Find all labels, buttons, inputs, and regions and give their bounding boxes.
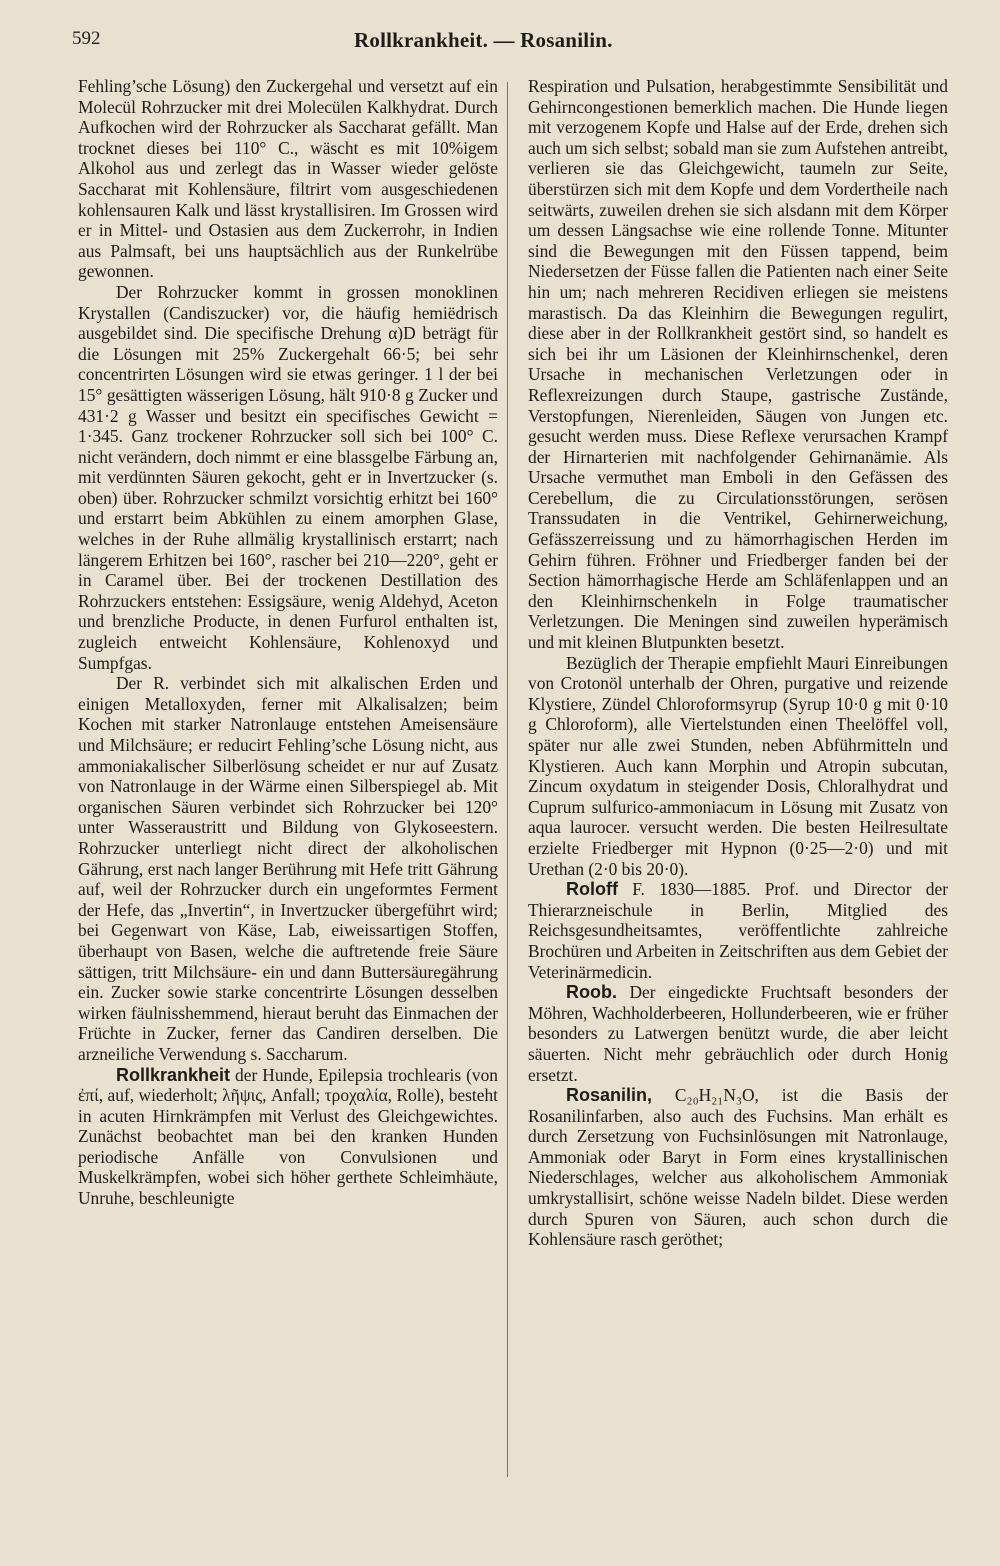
- page-header: [0, 28, 1000, 62]
- headword-rosanilin: Rosanilin,: [566, 1085, 653, 1106]
- entry-rollkrankheit: [78, 1065, 498, 1209]
- entry-rosanilin: [528, 1085, 948, 1250]
- left-paragraph-2: Der Rohrzucker kommt in grossen monoklinen Krystallen (Candiszucker) vor, die häufig hemiëdrisch ausgebildet sind. Die specifische Drehung α)D beträgt für die Lösungen mit 25% Zuckergehalt 66·5; bei sehr concentrirten Lösungen wird sie etwas geringer. 1 l der bei 15° gesättigten wässerigen Lösung, hält 910·8 g Zucker und 431·2 g Wasser und besitzt ein specifisches Gewicht = 1·345. Ganz trockener Rohrzucker soll sich bei 100° C. nicht verändern, doch nimmt er eine blassgelbe Färbung an, mit verdünnten Säuren gekocht, geht er in Invertzucker (s. oben) über. Rohrzucker schmilzt vorsichtig erhitzt bei 160° und erstarrt beim Abkühlen zu einem amorphen Glase, welches in der Ruhe allmälig krystallinisch erstarrt; nach längerem Erhitzen bei 160°, rascher bei 210—220°, geht er in Caramel über. Bei der trockenen Destillation des Rohrzuckers entstehen: Essigsäure, wenig Aldehyd, Aceton und brenzliche Producte, in denen Furfurol enthalten ist, zugleich entweicht Kohlensäure, Kohlenoxyd und Sumpfgas.: [78, 281, 498, 673]
- entry-roob: [528, 982, 948, 1085]
- entry-roob-text: Der eingedickte Fruchtsaft besonders der Möhren, Wachholderbeeren, Hollunderbeeren, wie er früher besonders zu Latwergen benützt wurde, die aber leicht säuerten. Nicht mehr gebräuchlich oder durch Honig ersetzt.: [528, 982, 948, 1085]
- headword-roloff: Roloff: [566, 879, 618, 900]
- left-paragraph-1: Fehling’sche Lösung) den Zuckergehal und versetzt auf ein Molecül Rohrzucker mit drei Molecülen Kalkhydrat. Durch Aufkochen wird der Rohrzucker als Saccharat gefällt. Man trocknet dieses bei 110° C., wäscht es mit 10%igem Alkohol aus und zerlegt das in Wasser wieder gelöste Saccharat mit Kohlensäure, filtrirt vom ausgeschiedenen kohlensauren Kalk und lässt krystallisiren. Im Grossen wird er in Mittel- und Ostasien aus dem Zuckerrohr, in Indien aus Palmsaft, bei uns hauptsächlich aus der Runkelrübe gewonnen.: [78, 76, 498, 282]
- headword-roob: Roob.: [566, 982, 617, 1003]
- column-divider: [507, 82, 508, 1477]
- left-column: [78, 76, 498, 1526]
- right-paragraph-2: Bezüglich der Therapie empfiehlt Mauri Einreibungen von Crotonöl unterhalb der Ohren, purgative und reizende Klystiere, Zündel Chloroformsyrup (Syrup 10·0 g mit 0·10 g Chloroform), alle Viertelstunden einen Theelöffel voll, später nur alle zwei Stunden, neben Abführmitteln und Klystieren. Auch kann Morphin und Atropin subcutan, Zincum oxydatum in steigender Dosis, Chloralhydrat und Cuprum sulfurico-ammoniacum in Lösung mit Zusatz von aqua laurocer. versucht werden. Die besten Heilresultate erzielte Friedberger mit Hypnon (0·25—2·0) und mit Urethan (2·0 bis 20·0).: [528, 652, 948, 879]
- entry-rosanilin-text: C₂₀H₂₁N₃O, ist die Basis der Rosanilinfarben, also auch des Fuchsins. Man erhält es durch Zersetzung von Fuchsinlösungen mit Natronlauge, Ammoniak oder Baryt in Form eines krystallinischen Niederschlages, welcher aus alkoholischem Ammoniak umkrystallisirt, schöne weisse Nadeln bildet. Diese werden durch Spuren von Säuren, auch schon durch die Kohlensäure rasch geröthet;: [528, 1085, 948, 1250]
- entry-roloff: [528, 879, 948, 982]
- running-head: Rollkrankheit. — Rosanilin.: [354, 28, 613, 52]
- entry-rollkrankheit-text: der Hunde, Epilepsia trochlearis (von ἐπί, auf, wiederholt; λῆψις, Anfall; τροχαλία, Rolle), besteht in acuten Hirnkrämpfen mit Verlust des Gleichgewichtes. Zunächst beobachtet man bei den kranken Hunden periodische Anfälle von Convulsionen und Muskelkrämpfen, wobei sich höher gerthete Schleimhäute, Unruhe, beschleunigte: [78, 1064, 498, 1209]
- entry-roloff-text: F. 1830—1885. Prof. und Director der Thierarzneischule in Berlin, Mitglied des Reichsgesundheitsamtes, veröffentlichte zahlreiche Brochüren und Arbeiten in Zeitschriften aus dem Gebiet der Veterinärmedicin.: [528, 879, 948, 982]
- left-paragraph-3: Der R. verbindet sich mit alkalischen Erden und einigen Metalloxyden, ferner mit Alkalisalzen; beim Kochen mit starker Natronlauge entstehen Ameisensäure und Milchsäure; er reducirt Fehling’sche Lösung nicht, aus ammoniakalischer Silberlösung scheidet er nur auf Zusatz von Natronlauge in der Wärme einen Silberspiegel ab. Mit organischen Säuren verbindet sich Rohrzucker bei 120° unter Wasseraustritt und Bildung von Glykoseestern. Rohrzucker unterliegt nicht direct der alkoholischen Gährung, erst nach langer Berührung mit Hefe tritt Gährung auf, weil der Rohrzucker durch ein ungeformtes Ferment der Hefe, das „Invertin“, in Invertzucker übergeführt wird; bei Gegenwart von Käse, Lab, eiweissartigen Stoffen, überhaupt von Basen, welche die auftretende freie Säure sättigen, tritt Milchsäure- ein und dann Buttersäuregährung ein. Zucker sowie starke concentrirte Lösungen desselben wirken fäulnisshemmend, hieraut beruht das Einmachen der Früchte in Zucker, ferner das Candiren derselben. Die arzneiliche Verwendung s. Saccharum.: [78, 673, 498, 1064]
- page-number: 592: [72, 28, 101, 49]
- right-column: [528, 76, 948, 1526]
- right-paragraph-1: Respiration und Pulsation, herabgestimmte Sensibilität und Gehirncongestionen bemerklich machen. Die Hunde liegen mit verzogenem Kopfe und Halse auf der Erde, drehen sich auch um sich selbst; sobald man sie zum Aufstehen antreibt, verlieren sie das Gleichgewicht, taumeln zur Seite, überstürzen sich mit dem Kopfe und dem Vordertheile nach seitwärts, zuweilen drehen sie sich alsdann mit dem Körper um dessen Längsachse wie eine rollende Tonne. Mitunter sind die Bewegungen mit den Füssen tappend, beim Niedersetzen der Füsse fallen die Patienten nach einer Seite hin um; nach mehreren Recidiven erliegen sie meistens marastisch. Da das Kleinhirn die Bewegungen regulirt, diese aber in der Rollkrankheit gestört sind, so handelt es sich bei ihr um Läsionen der Kleinhirnschenkel, deren Ursache in mechanischen Verletzungen oder in Reflexreizungen durch Staupe, gastrische Zustände, Verstopfungen, Nierenleiden, Säugen von Jungen etc. gesucht werden muss. Diese Reflexe verursachen Krampf der Hirnarterien mit nachfolgender Gehirnanämie. Als Ursache vermuthet man Emboli in den Gefässen des Cerebellum, die zu Circulationsstörungen, serösen Transsudaten in die Ventrikel, Gehirnerweichung, Gefässzerreissung und zu hämorrhagischen Herden im Gehirn führen. Fröhner und Friedberger fanden bei der Section hämorrhagische Herde am Schläfenlappen und an den Kleinhirnschenkeln in Folge traumatischer Verletzungen. Die Meningen sind zuweilen hyperämisch und mit kleinen Blutpunkten besetzt.: [528, 76, 948, 653]
- headword-rollkrankheit: Rollkrankheit: [116, 1064, 231, 1085]
